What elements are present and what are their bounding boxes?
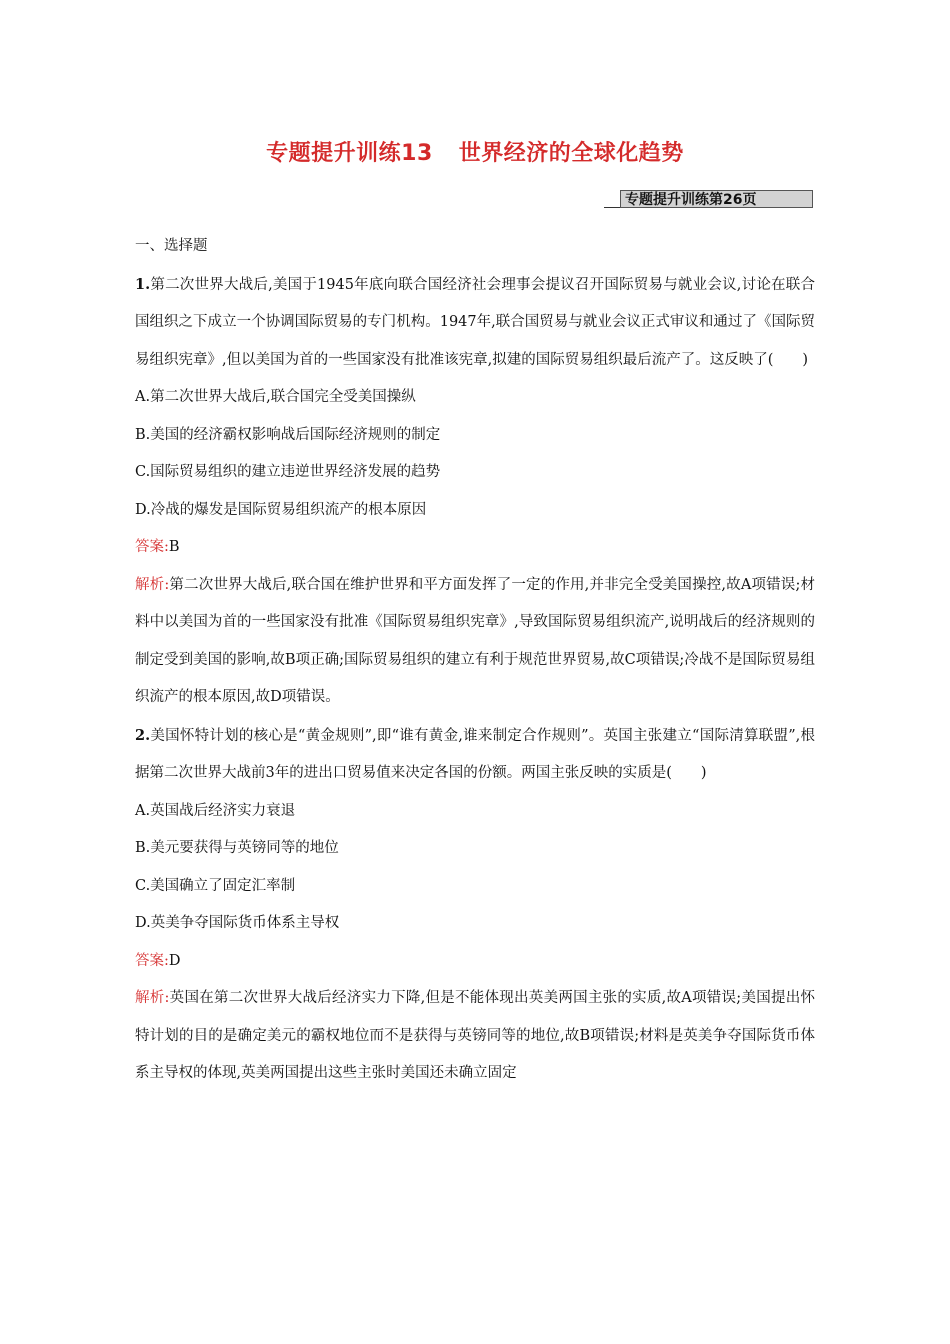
document-body [135, 228, 815, 1093]
question-1-stem [135, 266, 815, 380]
question-number: 2. [135, 726, 151, 744]
answer-label: 答案: [135, 952, 169, 969]
question-1-option-b: B.美国的经济霸权影响战后国际经济规则的制定 [135, 426, 441, 443]
question-text: 第二次世界大战后,美国于1945年底向联合国经济社会理事会提议召开国际贸易与就业会议,讨论在联合国组织之下成立一个协调国际贸易的专门机构。1947年,联合国贸易与就业会议正式审议和通过了《国际贸易组织宪章》,但以美国为首的一些国家没有批准该宪章,拟建的国际贸易组织最后流产了。这反映了( ) [135, 276, 815, 368]
question-2-answer [135, 943, 815, 981]
answer-value: B [168, 539, 180, 555]
question-1-option-d: D.冷战的爆发是国际贸易组织流产的根本原因 [135, 501, 427, 518]
question-1-analysis [135, 567, 815, 717]
question-2-analysis [135, 980, 815, 1093]
analysis-text: 第二次世界大战后,联合国在维护世界和平方面发挥了一定的作用,并非完全受美国操控,故A项错误;材料中以美国为首的一些国家没有批准《国际贸易组织宪章》,导致国际贸易组织流产,说明战后的经济规则的制定受到美国的影响,故B项正确;国际贸易组织的建立有利于规范世界贸易,故C项错误;冷战不是国际贸易组织流产的根本原因,故D项错误。 [135, 576, 815, 705]
question-2-option-a: A.英国战后经济实力衰退 [135, 802, 296, 819]
title-sub: 世界经济的全球化趋势 [458, 141, 684, 166]
question-2-option-b: B.美元要获得与英镑同等的地位 [135, 840, 339, 856]
question-1-answer [135, 529, 815, 567]
question-text: 美国怀特计划的核心是“黄金规则”,即“谁有黄金,谁来制定合作规则”。英国主张建立“国际清算联盟”,根据第二次世界大战前3年的进出口贸易值来决定各国的份额。两国主张反映的实质是( ) [135, 727, 815, 781]
answer-value: D [168, 952, 181, 969]
question-2-option-c: C.美国确立了固定汇率制 [135, 877, 296, 894]
analysis-text: 英国在第二次世界大战后经济实力下降,但是不能体现出英美两国主张的实质,故A项错误;美国提出怀特计划的目的是确定美元的霸权地位而不是获得与英镑同等的地位,故B项错误;材料是英美争夺国际货币体系主导权的体现,英美两国提出这些主张时美国还未确立固定 [135, 990, 816, 1081]
question-number: 1. [135, 275, 151, 293]
page-title [0, 136, 950, 167]
analysis-label: 解析: [135, 990, 170, 1006]
analysis-label: 解析: [135, 576, 170, 593]
question-1-option-c: C.国际贸易组织的建立违逆世界经济发展的趋势 [135, 464, 441, 480]
question-1-option-a: A.第二次世界大战后,联合国完全受美国操纵 [135, 389, 416, 405]
title-main: 专题提升训练13 [266, 141, 433, 166]
page-tag-rule [604, 207, 620, 208]
section-heading: 一、选择题 [135, 238, 208, 254]
answer-label: 答案: [135, 539, 169, 555]
question-2-option-d: D.英美争夺国际货币体系主导权 [135, 915, 340, 931]
question-2-stem [135, 717, 815, 793]
page-tag: 专题提升训练第26页 [620, 190, 813, 208]
